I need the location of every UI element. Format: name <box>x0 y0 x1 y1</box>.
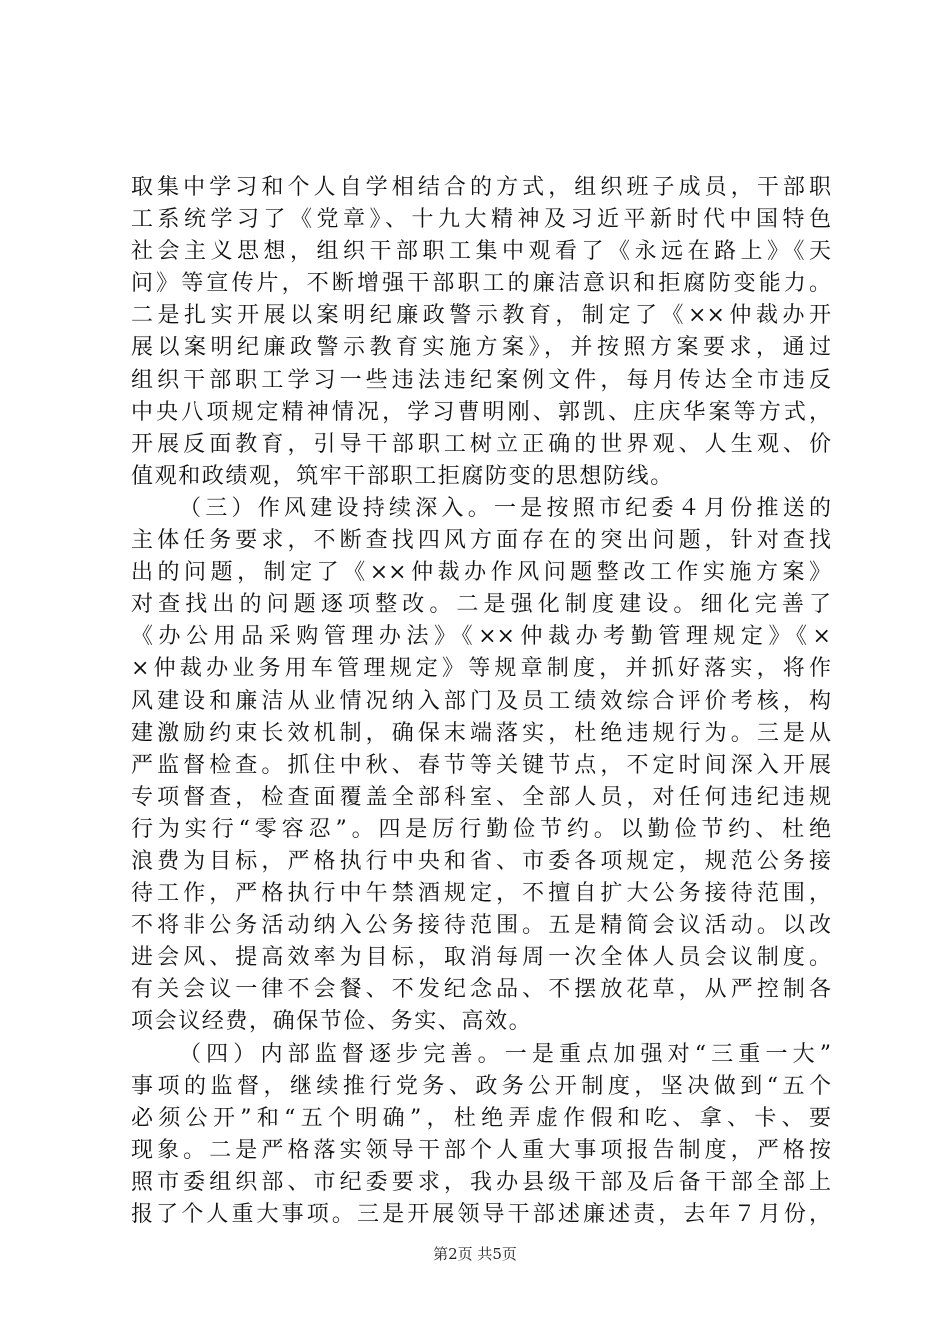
text-line: 问》等宣传片，不断增强干部职工的廉洁意识和拒腐防变能力。 <box>131 271 831 297</box>
text-line: 建激励约束长效机制，确保末端落实，杜绝违规行为。三是从 <box>131 720 831 746</box>
text-line: 严监督检查。抓住中秋、春节等关键节点，不定时间深入开展 <box>131 752 831 778</box>
text-line: 风建设和廉洁从业情况纳入部门及员工绩效综合评价考核，构 <box>131 688 831 714</box>
text-line: 待工作，严格执行中午禁酒规定，不擅自扩大公务接待范围， <box>131 881 831 907</box>
text-line: （四）内部监督逐步完善。一是重点加强对“三重一大” <box>179 1041 831 1067</box>
text-line: 中央八项规定精神情况，学习曹明刚、郭凯、庄庆华案等方式， <box>131 399 831 425</box>
text-line: 取集中学习和个人自学相结合的方式，组织班子成员，干部职 <box>131 175 831 200</box>
text-line: （三）作风建设持续深入。一是按照市纪委４月份推送的 <box>179 495 831 521</box>
text-line: 对查找出的问题逐项整改。二是强化制度建设。细化完善了 <box>131 592 831 618</box>
document-body <box>131 172 831 1231</box>
text-line: 浪费为目标，严格执行中央和省、市委各项规定，规范公务接 <box>131 848 831 874</box>
text-line: 不将非公务活动纳入公务接待范围。五是精简会议活动。以改 <box>131 913 831 939</box>
text-line: 工系统学习了《党章》、十九大精神及习近平新时代中国特色 <box>131 207 831 233</box>
text-line: 事项的监督，继续推行党务、政务公开制度，坚决做到“五个 <box>131 1073 831 1099</box>
text-line: 开展反面教育，引导干部职工树立正确的世界观、人生观、价 <box>131 431 831 457</box>
text-line: 主体任务要求，不断查找四风方面存在的突出问题，针对查找 <box>131 528 831 554</box>
text-line: 专项督查，检查面覆盖全部科室、全部人员，对任何违纪违规 <box>131 784 831 810</box>
text-line: 二是扎实开展以案明纪廉政警示教育，制定了《××仲裁办开 <box>131 303 831 329</box>
text-line: 展以案明纪廉政警示教育实施方案》，并按照方案要求，通过 <box>131 335 831 361</box>
text-line: 组织干部职工学习一些违法违纪案例文件，每月传达全市违反 <box>131 367 831 393</box>
text-line: 《办公用品采购管理办法》《××仲裁办考勤管理规定》《× <box>131 624 831 650</box>
text-line: 现象。二是严格落实领导干部个人重大事项报告制度，严格按 <box>131 1137 831 1163</box>
text-line: 行为实行“零容忍”。四是厉行勤俭节约。以勤俭节约、杜绝 <box>131 816 831 842</box>
text-line: 报了个人重大事项。三是开展领导干部述廉述责，去年７月份， <box>131 1202 831 1227</box>
text-line: 照市委组织部、市纪委要求，我办县级干部及后备干部全部上 <box>131 1169 831 1195</box>
text-line: 必须公开”和“五个明确”，杜绝弄虚作假和吃、拿、卡、要 <box>131 1105 831 1131</box>
text-line: 有关会议一律不会餐、不发纪念品、不摆放花草，从严控制各 <box>131 977 831 1003</box>
text-line: 项会议经费，确保节俭、务实、高效。 <box>131 1009 533 1035</box>
text-line: 社会主义思想，组织干部职工集中观看了《永远在路上》《天 <box>131 239 831 265</box>
text-line: 进会风、提高效率为目标，取消每周一次全体人员会议制度。 <box>131 945 831 971</box>
text-line: ×仲裁办业务用车管理规定》等规章制度，并抓好落实，将作 <box>131 656 831 682</box>
text-line: 出的问题，制定了《××仲裁办作风问题整改工作实施方案》 <box>131 560 831 586</box>
page-footer: 第2页 共5页 <box>433 1245 517 1263</box>
text-line: 值观和政绩观，筑牢干部职工拒腐防变的思想防线。 <box>131 463 674 489</box>
